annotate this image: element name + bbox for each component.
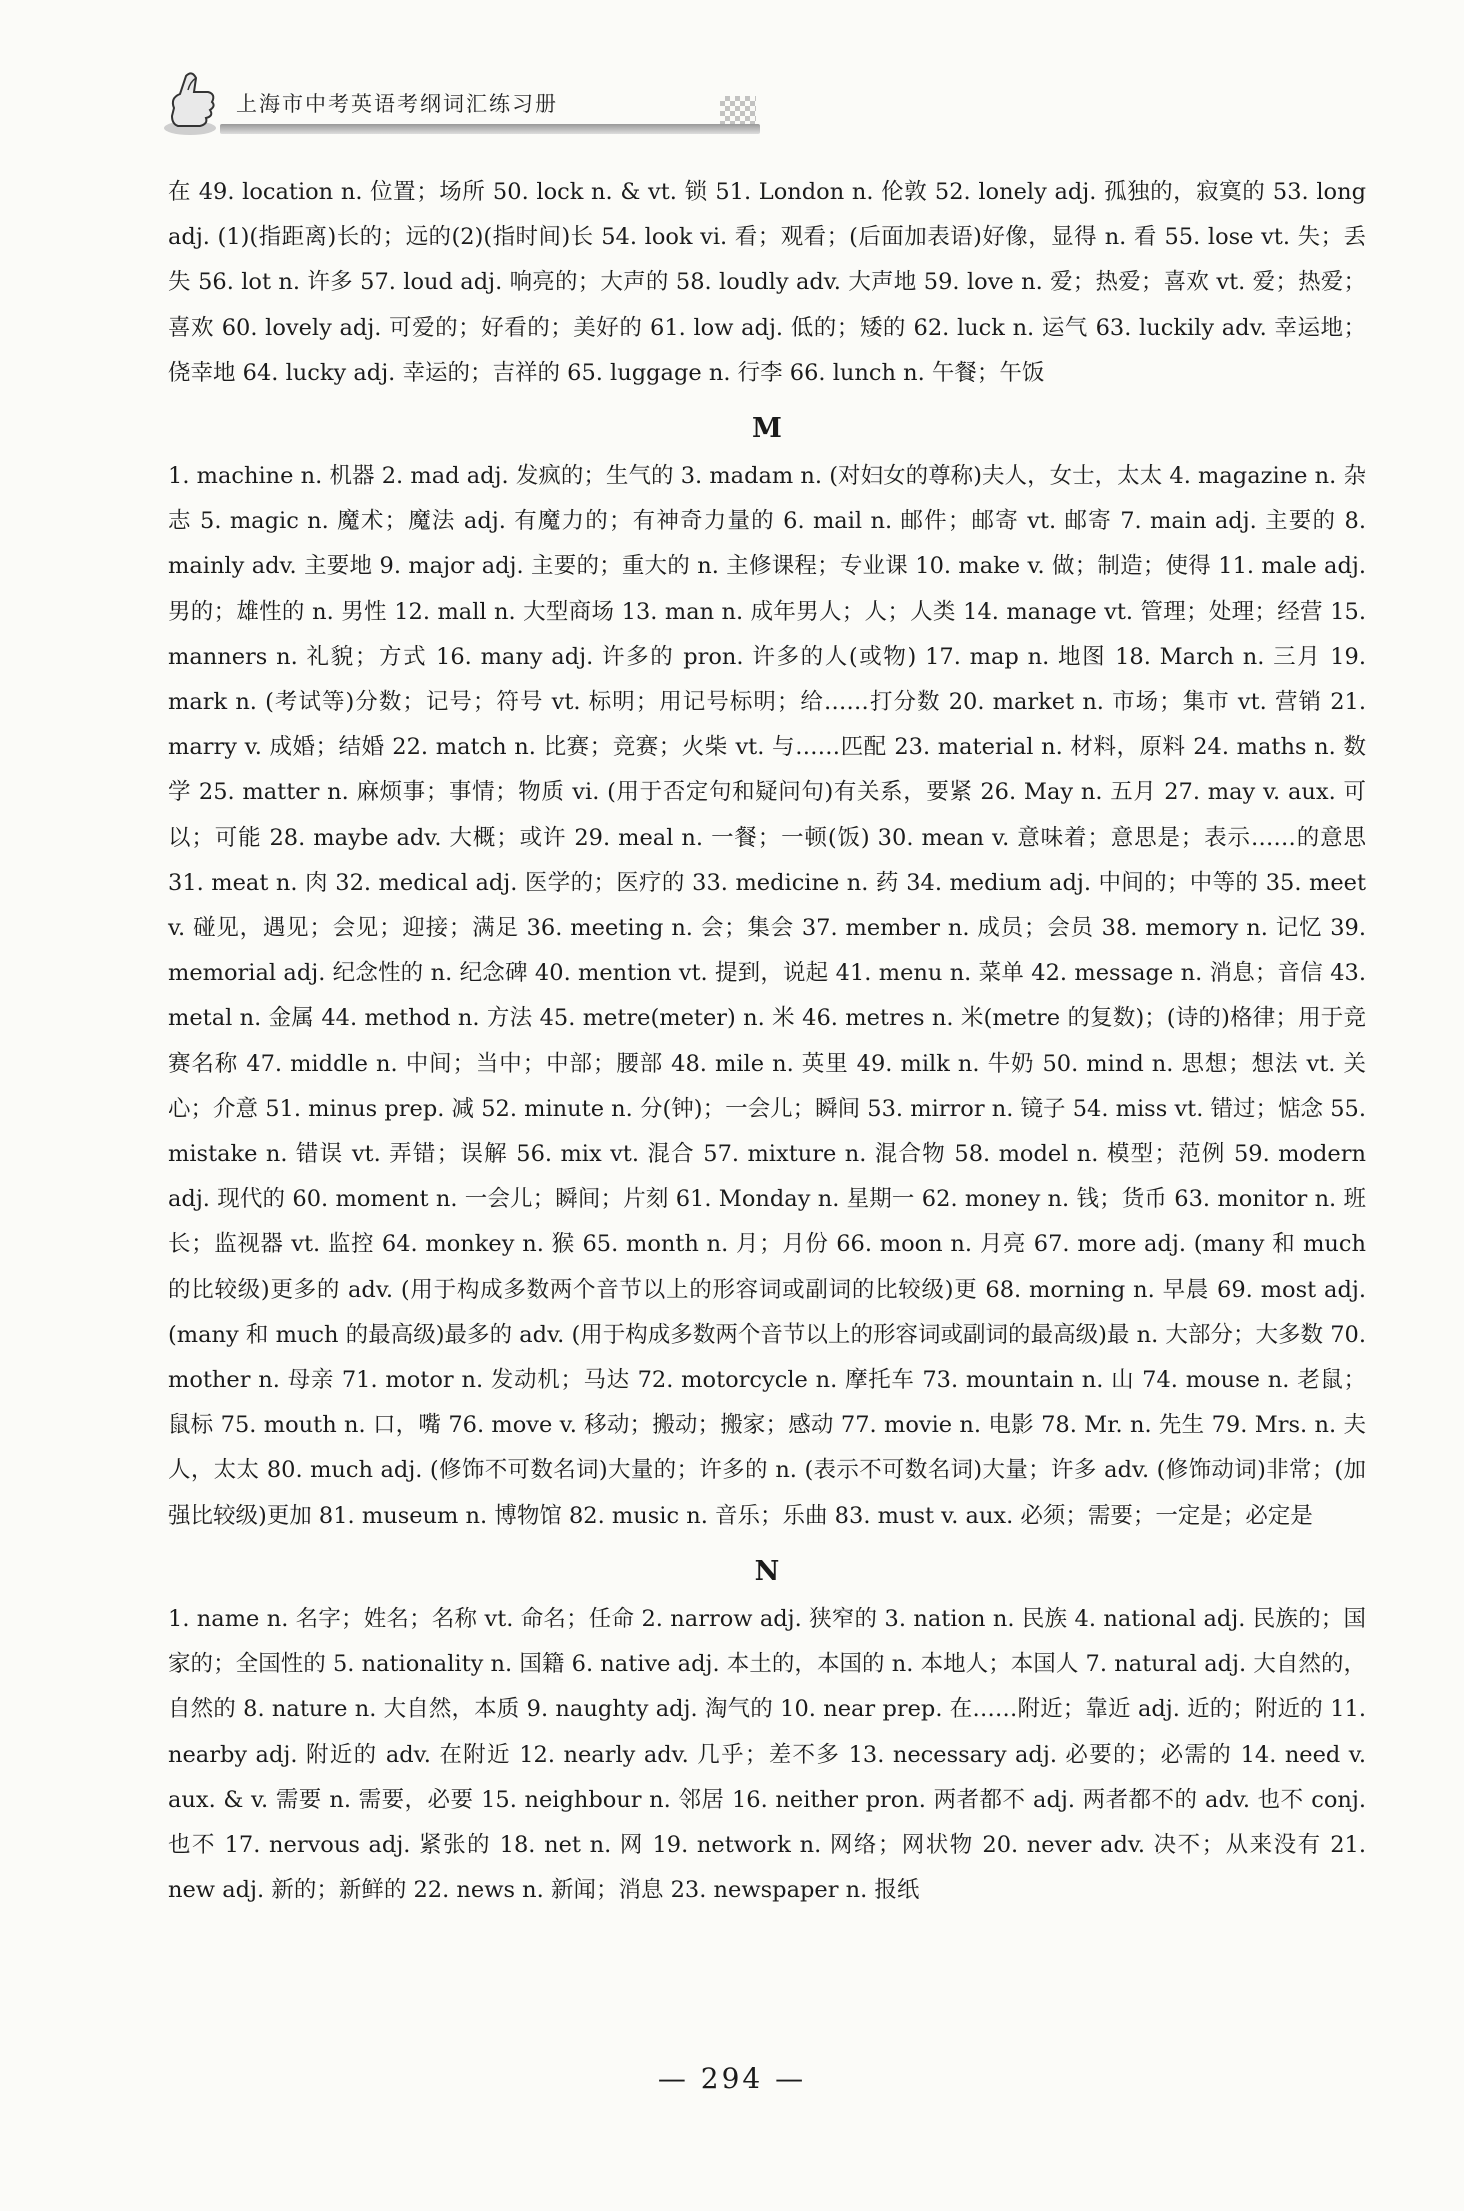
section-heading-m: M [752, 413, 782, 445]
section-m-entries: 1. machine n. 机器 2. mad adj. 发疯的；生气的 3. madam n. (对妇女的尊称)夫人，女士，太太 4. magazine n. 杂志 5. magic n. 魔术；魔法 adj. 有魔力的；有神奇力量的 6. mail n. 邮件；邮寄 vt. 邮寄 7. main adj. 主要的 8. mainly adv. 主要地 9. major adj. 主要的；重大的 n. 主修课程；专业课 10. make v. 做；制造；使得 11. male adj. 男的；雄性的 n. 男性 12. mall n. 大型商场 13. man n. 成年男人；人；人类 14. manage vt. 管理；处理；经营 15. manners n. 礼貌；方式 16. many adj. 许多的 pron. 许多的人(或物) 17. map n. 地图 18. March n. 三月 19. mark n. (考试等)分数；记号；符号 vt. 标明；用记号标明；给……打分数 20. market n. 市场；集市 vt. 营销 21. marry v. 成婚；结婚 22. match n. 比赛；竞赛；火柴 vt. 与……匹配 23. material n. 材料，原料 24. maths n. 数学 25. matter n. 麻烦事；事情；物质 vi. (用于否定句和疑问句)有关系，要紧 26. May n. 五月 27. may v. aux. 可以；可能 28. maybe adv. 大概；或许 29. meal n. 一餐；一顿(饭) 30. mean v. 意味着；意思是；表示……的意思 31. meat n. 肉 32. medical adj. 医学的；医疗的 33. medicine n. 药 34. medium adj. 中间的；中等的 35. meet v. 碰见，遇见；会见；迎接；满足 36. meeting n. 会；集会 37. member n. 成员；会员 38. memory n. 记忆 39. memorial adj. 纪念性的 n. 纪念碑 40. mention vt. 提到，说起 41. menu n. 菜单 42. message n. 消息；音信 43. metal n. 金属 44. method n. 方法 45. metre(meter) n. 米 46. metres n. 米(metre 的复数)；(诗的)格律；用于竞赛名称 47. middle n. 中间；当中；中部；腰部 48. mile n. 英里 49. milk n. 牛奶 50. mind n. 思想；想法 vt. 关心；介意 51. minus prep. 减 52. minute n. 分(钟)；一会儿；瞬间 53. mirror n. 镜子 54. miss vt. 错过；惦念 55. mistake n. 错误 vt. 弄错；误解 56. mix vt. 混合 57. mixture n. 混合物 58. model n. 模型；范例 59. modern adj. 现代的 60. moment n. 一会儿；瞬间；片刻 61. Monday n. 星期一 62. money n. 钱；货币 63. monitor n. 班长；监视器 vt. 监控 64. monkey n. 猴 65. month n. 月；月份 66. moon n. 月亮 67. more adj. (many 和 much 的比较级)更多的 adv. (用于构成多数两个音节以上的形容词或副词的比较级)更 68. morning n. 早晨 69. most adj. (many 和 much 的最高级)最多的 adv. (用于构成多数两个音节以上的形容词或副词的最高级)最 n. 大部分；大多数 70. mother n. 母亲 71. motor n. 发动机；马达 72. motorcycle n. 摩托车 73. mountain n. 山 74. mouse n. 老鼠；鼠标 75. mouth n. 口，嘴 76. move v. 移动；搬动；搬家；感动 77. movie n. 电影 78. Mr. n. 先生 79. Mrs. n. 夫人，太太 80. much adj. (修饰不可数名词)大量的；许多的 n. (表示不可数名词)大量；许多 adv. (修饰动词)非常；(加强比较级)更加 81. museum n. 博物馆 82. music n. 音乐；乐曲 83. must v. aux. 必须；需要；一定是；必定是 [168, 463, 1366, 1529]
thumbs-up-icon [160, 68, 224, 138]
section-heading-n: N [754, 1555, 780, 1587]
section-n-entries: 1. name n. 名字；姓名；名称 vt. 命名；任命 2. narrow adj. 狭窄的 3. nation n. 民族 4. national adj. 民族的；国家的；全国性的 5. nationality n. 国籍 6. native adj. 本土的，本国的 n. 本地人；本国人 7. natural adj. 大自然的，自然的 8. nature n. 大自然，本质 9. naughty adj. 淘气的 10. near prep. 在……附近；靠近 adj. 近的；附近的 11. nearby adj. 附近的 adv. 在附近 12. nearly adv. 几乎；差不多 13. necessary adj. 必要的；必需的 14. need v. aux. & v. 需要 n. 需要，必要 15. neighbour n. 邻居 16. neither pron. 两者都不 adj. 两者都不的 adv. 也不 conj. 也不 17. nervous adj. 紧张的 18. net n. 网 19. network n. 网络；网状物 20. never adv. 决不；从来没有 21. new adj. 新的；新鲜的 22. news n. 新闻；消息 23. newspaper n. 报纸 [168, 1605, 1366, 1904]
header-rule [220, 124, 760, 134]
book-title: 上海市中考英语考纲词汇练习册 [236, 92, 558, 116]
page-number: — 294 — [657, 2062, 807, 2095]
header-decoration [720, 96, 756, 124]
section-l-continued: 在 49. location n. 位置；场所 50. lock n. & vt. 锁 51. London n. 伦敦 52. lonely adj. 孤独的，寂寞的 53. long adj. (1)(指距离)长的；远的(2)(指时间)长 54. look vi. 看；观看；(后面加表语)好像，显得 n. 看 55. lose vt. 失；丢失 56. lot n. 许多 57. loud adj. 响亮的；大声的 58. loudly adv. 大声地 59. love n. 爱；热爱；喜欢 vt. 爱；热爱；喜欢 60. lovely adj. 可爱的；好看的；美好的 61. low adj. 低的；矮的 62. luck n. 运气 63. luckily adv. 幸运地；侥幸地 64. lucky adj. 幸运的；吉祥的 65. luggage n. 行李 66. lunch n. 午餐；午饭 [168, 179, 1366, 386]
page-header [160, 60, 590, 140]
vocabulary-list [168, 170, 1366, 1913]
